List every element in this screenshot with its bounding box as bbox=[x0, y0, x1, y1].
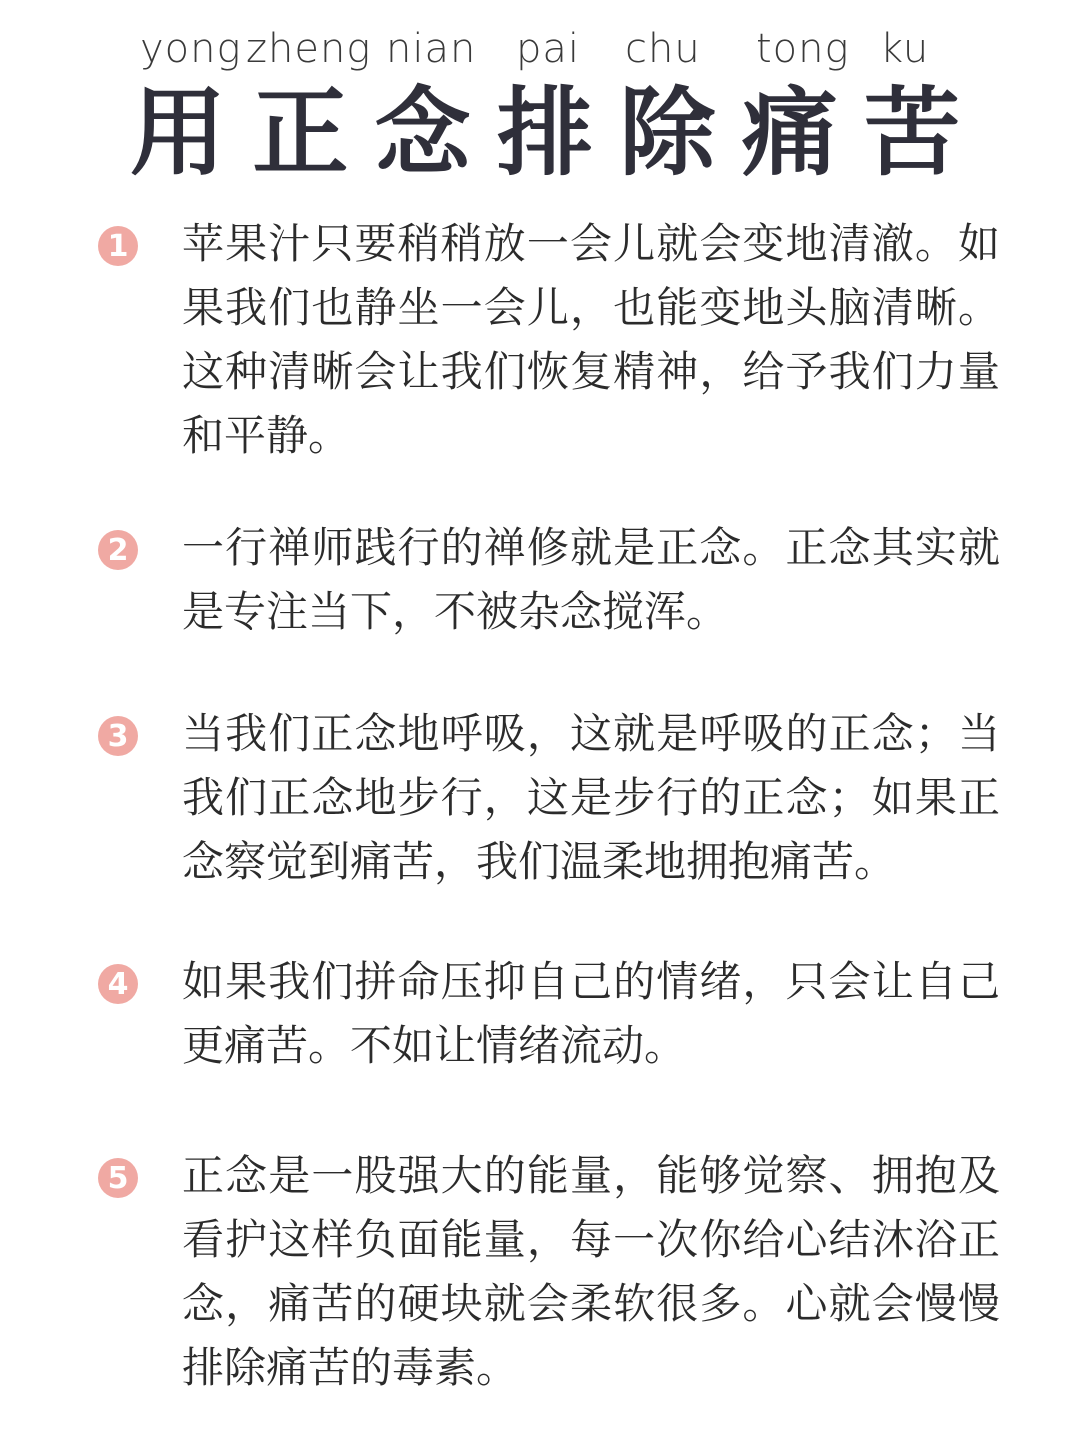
title-char: 用 bbox=[130, 77, 226, 189]
pinyin-syllable: zheng bbox=[246, 26, 372, 72]
pinyin-syllable: chu bbox=[625, 26, 701, 72]
title-char: 正 bbox=[252, 77, 349, 189]
number-badge: 5 bbox=[98, 1158, 138, 1198]
item-text: 苹果汁只要稍稍放一会儿就会变地清澈。如果我们也静坐一会儿，也能变地头脑清晰。这种清晰会让我们恢复精神，给予我们力量和平静。 bbox=[182, 219, 1000, 460]
title-char: 排 bbox=[496, 77, 593, 189]
title-char: 痛 bbox=[741, 77, 838, 189]
number-badge: 4 bbox=[98, 964, 138, 1004]
item-text: 当我们正念地呼吸，这就是呼吸的正念；当我们正念地步行，这是步行的正念；如果正念察觉到痛苦，我们温柔地拥抱痛苦。 bbox=[182, 709, 1000, 886]
pinyin-syllable: ku bbox=[880, 26, 930, 72]
title-char: 念 bbox=[374, 77, 471, 189]
number-badge: 3 bbox=[98, 716, 138, 756]
pinyin-syllable: yong bbox=[140, 26, 242, 72]
pinyin-syllable: nian bbox=[386, 26, 477, 72]
title-char: 除 bbox=[619, 77, 716, 189]
number-badge: 1 bbox=[98, 226, 138, 266]
title-char: 苦 bbox=[863, 77, 960, 189]
pinyin-syllable: tong bbox=[756, 26, 850, 72]
item-text: 一行禅师践行的禅修就是正念。正念其实就是专注当下，不被杂念搅浑。 bbox=[182, 523, 1000, 636]
number-badge: 2 bbox=[98, 530, 138, 570]
item-text: 如果我们拼命压抑自己的情绪，只会让自己更痛苦。不如让情绪流动。 bbox=[182, 957, 1000, 1070]
page-title bbox=[130, 78, 960, 188]
pinyin-syllable: pai bbox=[516, 26, 581, 72]
item-text: 正念是一股强大的能量，能够觉察、拥抱及看护这样负面能量，每一次你给心结沐浴正念，痛苦的硬块就会柔软很多。心就会慢慢排除痛苦的毒素。 bbox=[182, 1151, 1000, 1392]
